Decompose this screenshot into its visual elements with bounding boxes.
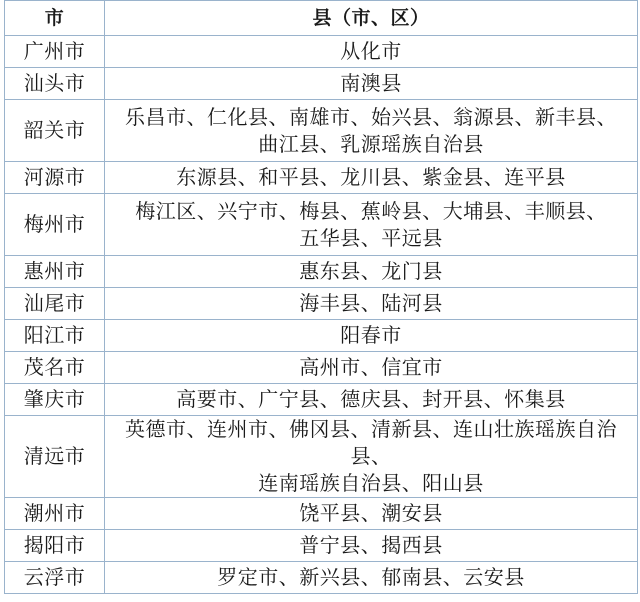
table-row bbox=[5, 416, 638, 498]
table-row bbox=[5, 100, 638, 162]
county-line: 普宁县、揭西县 bbox=[299, 533, 443, 557]
city-cell: 阳江市 bbox=[5, 320, 105, 352]
county-line: 高州市、信宜市 bbox=[299, 355, 443, 379]
county-line: 五华县、平远县 bbox=[299, 225, 443, 250]
county-line: 乐昌市、仁化县、南雄市、始兴县、翁源县、新丰县、 bbox=[125, 104, 617, 129]
header-city: 市 bbox=[5, 1, 105, 36]
county-cell bbox=[105, 562, 638, 594]
table-row bbox=[5, 562, 638, 594]
city-cell: 惠州市 bbox=[5, 256, 105, 288]
county-line: 惠东县、龙门县 bbox=[299, 259, 443, 283]
county-line: 曲江县、乳源瑶族自治县 bbox=[258, 131, 484, 156]
county-cell bbox=[105, 498, 638, 530]
city-cell: 揭阳市 bbox=[5, 530, 105, 562]
county-line: 东源县、和平县、龙川县、紫金县、连平县 bbox=[176, 165, 566, 189]
county-line: 海丰县、陆河县 bbox=[299, 291, 443, 315]
county-cell bbox=[105, 100, 638, 162]
county-cell bbox=[105, 384, 638, 416]
city-cell: 潮州市 bbox=[5, 498, 105, 530]
county-line: 连南瑶族自治县、阳山县 bbox=[258, 471, 484, 495]
table-row bbox=[5, 162, 638, 194]
city-cell: 云浮市 bbox=[5, 562, 105, 594]
city-county-table bbox=[4, 0, 638, 594]
county-line: 从化市 bbox=[340, 39, 402, 63]
county-cell bbox=[105, 416, 638, 498]
table-row bbox=[5, 498, 638, 530]
county-line: 罗定市、新兴县、郁南县、云安县 bbox=[217, 565, 525, 589]
table-row bbox=[5, 530, 638, 562]
county-line: 梅江区、兴宁市、梅县、蕉岭县、大埔县、丰顺县、 bbox=[135, 198, 607, 223]
header-row bbox=[5, 1, 638, 36]
table-row bbox=[5, 288, 638, 320]
county-line: 英德市、连州市、佛冈县、清新县、连山壮族瑶族自治县、 bbox=[125, 417, 617, 468]
table-row bbox=[5, 256, 638, 288]
county-line: 南澳县 bbox=[340, 71, 402, 95]
county-cell bbox=[105, 530, 638, 562]
county-cell bbox=[105, 288, 638, 320]
city-cell: 肇庆市 bbox=[5, 384, 105, 416]
header-county: 县（市、区） bbox=[105, 1, 638, 36]
county-cell bbox=[105, 352, 638, 384]
city-cell: 广州市 bbox=[5, 36, 105, 68]
city-cell: 汕尾市 bbox=[5, 288, 105, 320]
county-cell bbox=[105, 162, 638, 194]
city-cell: 茂名市 bbox=[5, 352, 105, 384]
table-row bbox=[5, 384, 638, 416]
table-row bbox=[5, 36, 638, 68]
county-line: 饶平县、潮安县 bbox=[299, 501, 443, 525]
table-row bbox=[5, 68, 638, 100]
table-header bbox=[5, 1, 638, 36]
city-cell: 梅州市 bbox=[5, 194, 105, 256]
county-line: 高要市、广宁县、德庆县、封开县、怀集县 bbox=[176, 387, 566, 411]
county-line: 阳春市 bbox=[340, 323, 402, 347]
county-cell bbox=[105, 194, 638, 256]
county-cell bbox=[105, 68, 638, 100]
county-cell bbox=[105, 320, 638, 352]
city-cell: 韶关市 bbox=[5, 100, 105, 162]
city-cell: 汕头市 bbox=[5, 68, 105, 100]
table-row bbox=[5, 320, 638, 352]
table-body bbox=[5, 36, 638, 594]
county-cell bbox=[105, 36, 638, 68]
county-cell bbox=[105, 256, 638, 288]
table-row bbox=[5, 352, 638, 384]
city-cell: 河源市 bbox=[5, 162, 105, 194]
city-cell: 清远市 bbox=[5, 416, 105, 498]
table-row bbox=[5, 194, 638, 256]
